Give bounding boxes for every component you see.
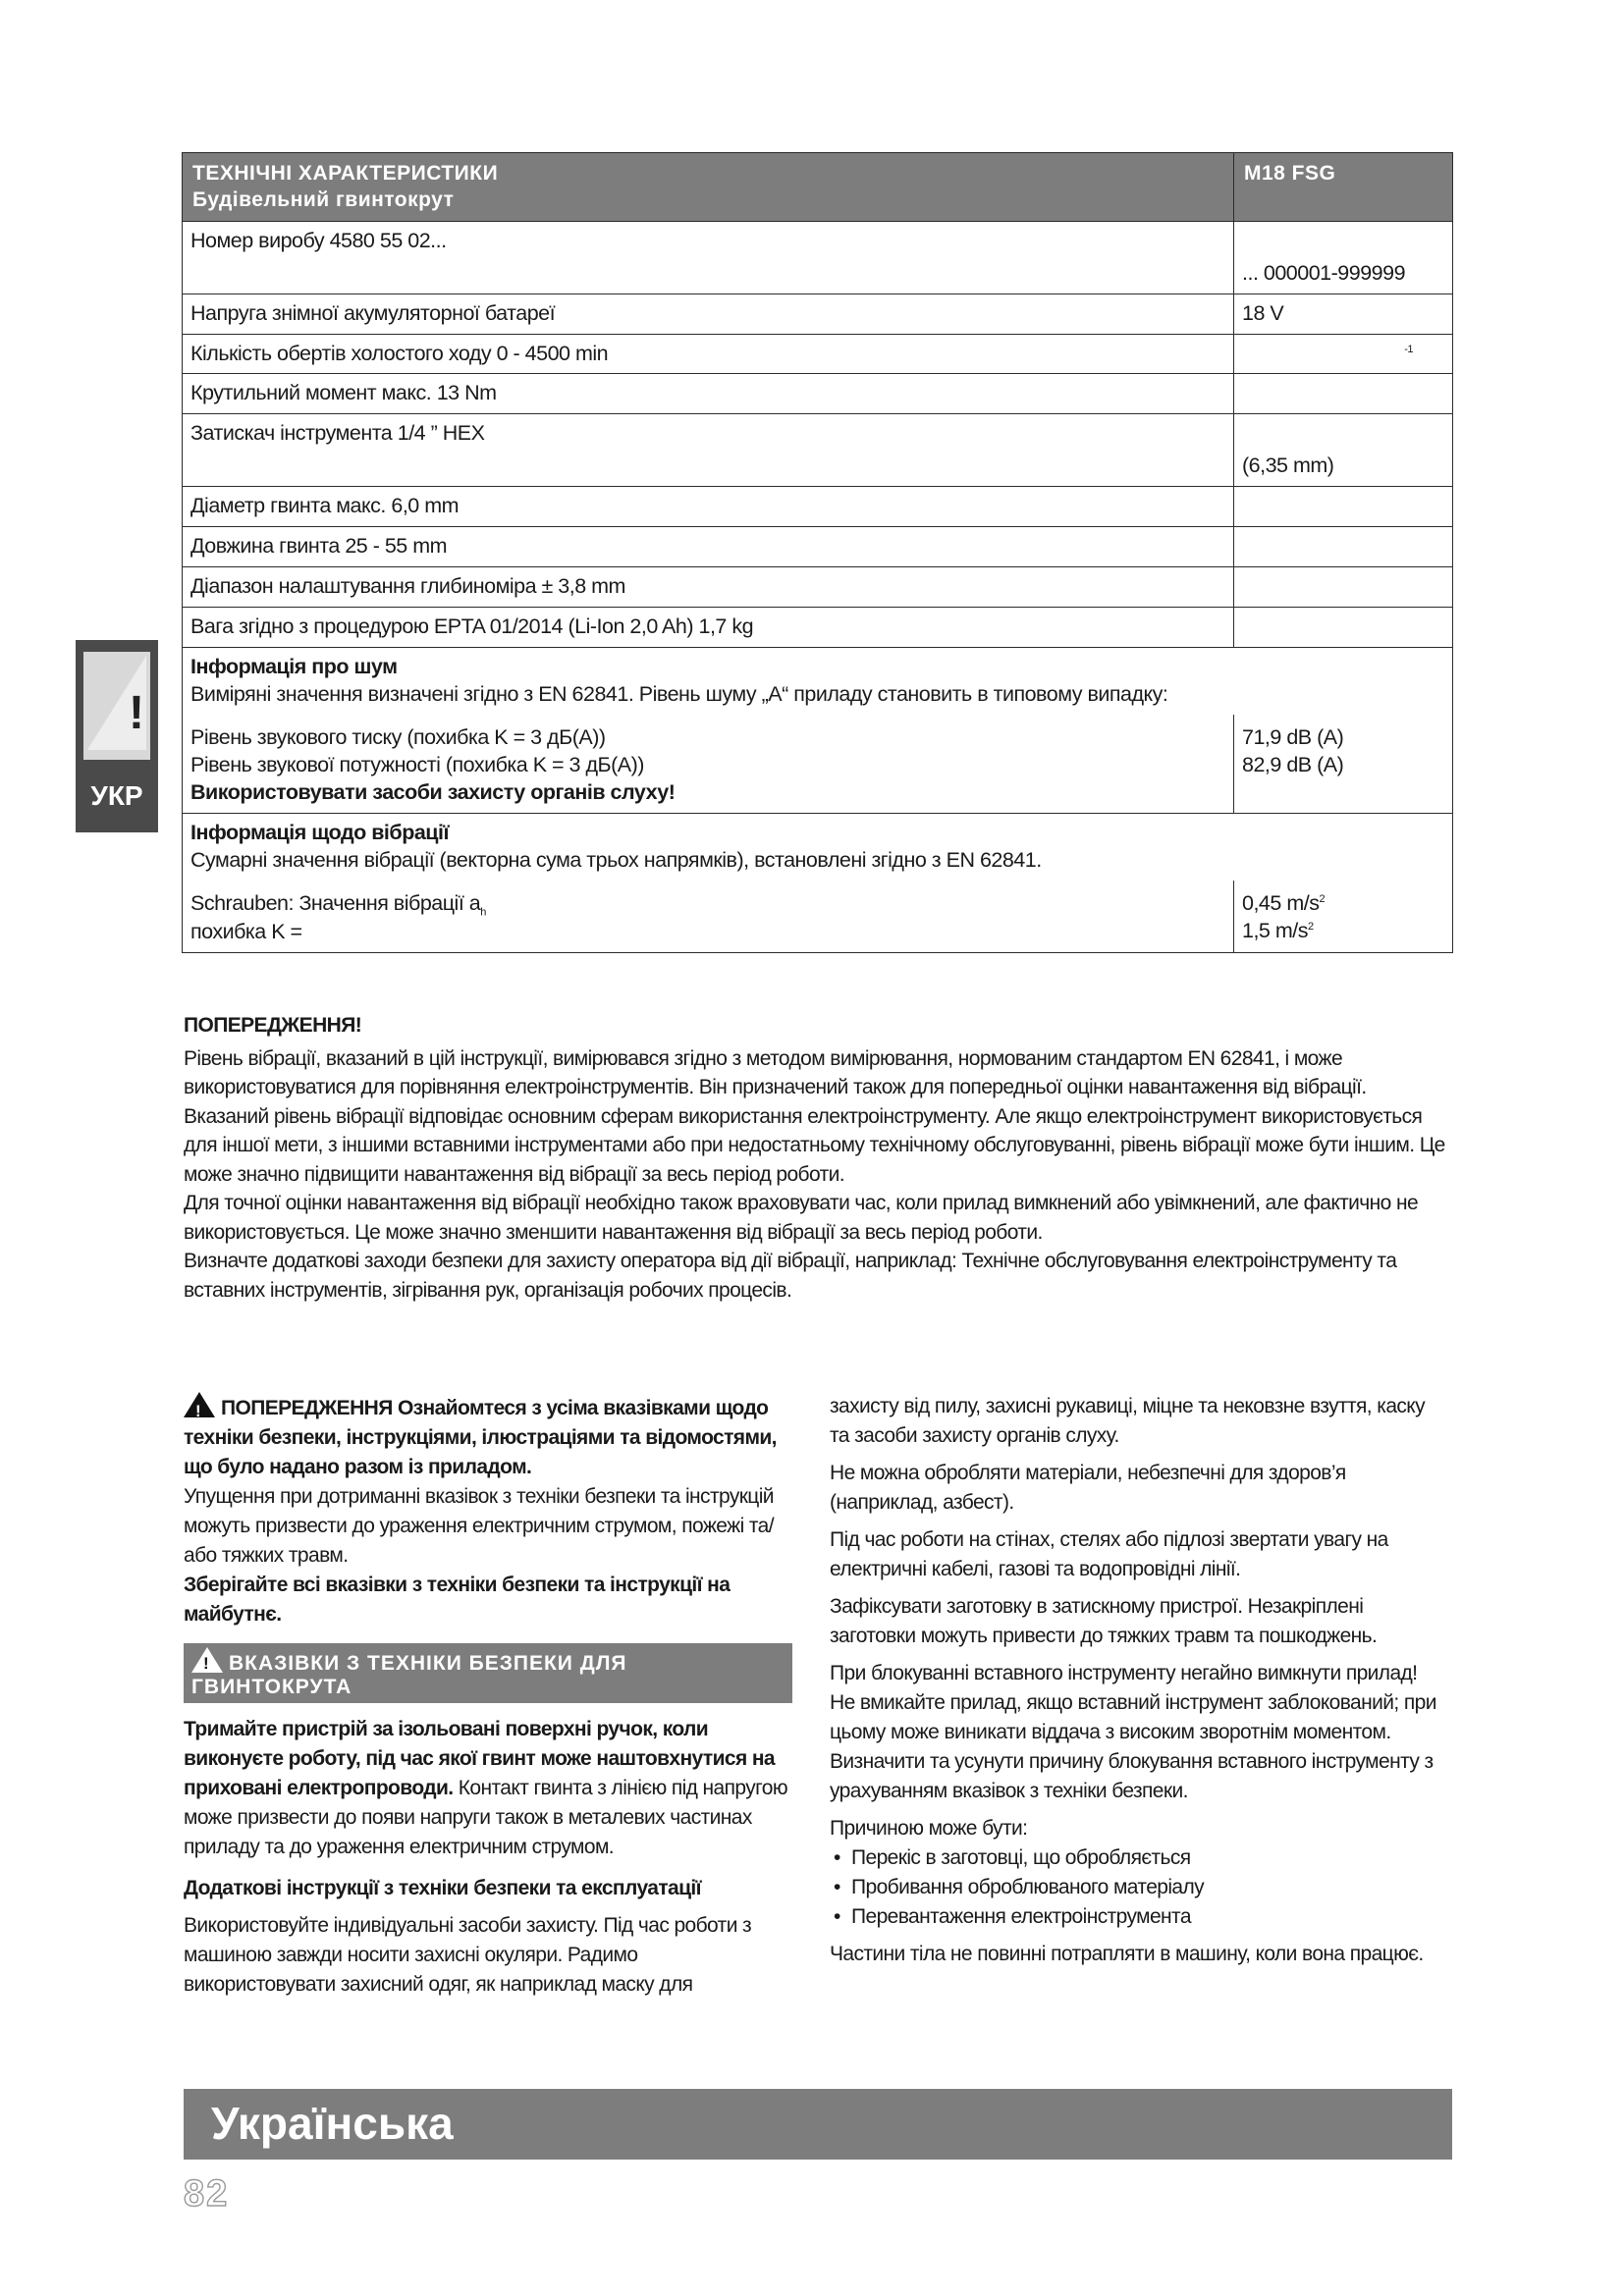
spec-model: M18 FSG (1234, 153, 1453, 222)
list-item: • Пробивання оброблюваного матеріалу (851, 1873, 1438, 1902)
paragraph: Частини тіла не повинні потрапляти в машину, коли вона працює. (830, 1943, 1424, 1965)
vibration-line1: Schrauben: Значення вібрації a (190, 890, 481, 915)
superscript: 2 (1308, 920, 1314, 933)
hold-insulated-bold: Тримайте пристрій за ізольовані поверхні ручок, коли виконуєте роботу, під час якої гвинт може наштовхнутися на приховані електропроводи. (184, 1718, 776, 1799)
row-value (1234, 487, 1453, 527)
footer-language-bar (184, 2089, 1452, 2160)
row-value (1234, 527, 1453, 567)
table-row (183, 608, 1453, 648)
warning-icon (191, 1647, 223, 1673)
noise-line1: Рівень звукового тиску (похибка K = 3 дБ(A)) (190, 725, 606, 750)
noise-title-row (183, 648, 1453, 715)
cause-list (830, 1843, 1438, 1932)
table-row (183, 487, 1453, 527)
spec-table (182, 152, 1453, 953)
spec-subtitle: Будівельний гвинтокрут (192, 188, 455, 212)
row-label: Напруга знімної акумуляторної батареї (183, 294, 1234, 334)
row-value (1234, 567, 1453, 608)
row-value: 18 V (1234, 294, 1453, 334)
subscript: h (480, 906, 486, 919)
row-value (1234, 374, 1453, 414)
right-column (830, 1392, 1438, 1977)
warning-icon (184, 1392, 215, 1417)
vibration-warning-block (184, 1011, 1460, 1305)
language-side-tab (76, 640, 158, 832)
hold-insulated-text: Контакт гвинта з лінією під напругою може призвести до появи напруги також в металевих частинах приладу та до ураження електричним струмом. (184, 1777, 787, 1858)
paragraph: захисту від пилу, захисні рукавиці, міцне та нековзне взуття, каску та засоби захисту органів слуху. (830, 1395, 1426, 1447)
section-title: ВКАЗІВКИ З ТЕХНІКИ БЕЗПЕКИ ДЛЯ ГВИНТОКРУТА (191, 1652, 627, 1698)
left-column (184, 1392, 792, 2007)
extra-instructions-heading: Додаткові інструкції з техніки безпеки та експлуатації (184, 1877, 701, 1899)
table-row (183, 221, 1453, 294)
table-row (183, 567, 1453, 608)
row-label: Затискач інструмента 1/4 ” HEX (183, 414, 1234, 487)
paragraph: Під час роботи на стінах, стелях або підлозі звертати увагу на електричні кабелі, газові та водопровідні лінії. (830, 1528, 1388, 1580)
noise-val2: 82,9 dB (A) (1242, 752, 1344, 776)
spec-header-row (183, 153, 1453, 222)
row-label: Довжина гвинта 25 - 55 mm (183, 527, 1234, 567)
warning-paragraph: Рівень вібрації, вказаний в цій інструкції, вимірювався згідно з методом вимірювання, нормованим стандартом EN 62841, і може використовуватися для порівняння електроінструментів. Він призначений також для попередньої оцінки навантаження від вібрації. (184, 1046, 1367, 1098)
table-row (183, 334, 1453, 374)
vibration-line2: похибка K = (190, 920, 302, 944)
row-label: Крутильний момент макс. 13 Nm (183, 374, 1234, 414)
row-label: Номер виробу 4580 55 02... (183, 221, 1234, 294)
row-value: (6,35 mm) (1234, 414, 1453, 487)
noise-line3: Використовувати засоби захисту органів слуху! (190, 779, 676, 804)
row-value (1234, 608, 1453, 648)
vibration-title-row (183, 813, 1453, 880)
noise-title: Інформація про шум (190, 655, 398, 679)
svg-text:!: ! (129, 687, 144, 739)
noise-val1: 71,9 dB (A) (1242, 725, 1344, 750)
row-value: -1 (1404, 343, 1413, 355)
vibration-val1: 0,45 m/s (1242, 890, 1320, 915)
list-item: • Перекіс в заготовці, що обробляється (851, 1843, 1438, 1873)
row-label: Діаметр гвинта макс. 6,0 mm (183, 487, 1234, 527)
page-number: 82 (184, 2173, 230, 2215)
warning-paragraph: Для точної оцінки навантаження від вібрації необхідно також враховувати час, коли прилад вимкнений або увімкнений, але фактично не використовується. Це може значно зменшити навантаження від вібрації за весь період роботи. (184, 1192, 1419, 1244)
general-warning-bold: ПОПЕРЕДЖЕННЯ Ознайомтеся з усіма вказівками щодо техніки безпеки, інструкціями, ілюстраціями та відомостями, що було надано разом із приладом. (184, 1397, 777, 1478)
table-row (183, 294, 1453, 334)
list-item: • Перевантаження електроінструмента (851, 1902, 1438, 1932)
paragraph: Зафіксувати заготовку в затискному пристрої. Незакріплені заготовки можуть привести до тяжких травм та пошкоджень. (830, 1595, 1378, 1647)
spec-title: ТЕХНІЧНІ ХАРАКТЕРИСТИКИ (192, 162, 499, 185)
vibration-values-row (183, 881, 1453, 953)
vibration-val2: 1,5 m/s (1242, 918, 1308, 942)
warning-paragraph: Визначте додаткові заходи безпеки для захисту оператора від дії вібрації, наприклад: Технічне обслуговування електроінструменту та вставних інструментів, зігрівання рук, організація робочих процесів. (184, 1250, 1397, 1302)
noise-values-row (183, 715, 1453, 813)
paragraph: Причиною може бути: (830, 1817, 1028, 1840)
noise-line2: Рівень звукової потужності (похибка K = 3 дБ(A)) (190, 752, 644, 776)
general-warning-text: Упущення при дотриманні вказівок з техніки безпеки та інструкцій можуть призвести до ураження електричним струмом, пожежі та/або тяжких травм. (184, 1485, 774, 1567)
row-value: ... 000001-999999 (1234, 221, 1453, 294)
keep-instructions: Зберігайте всі вказівки з техніки безпеки та інструкції на майбутнє. (184, 1574, 731, 1626)
warning-paragraph: Вказаний рівень вібрації відповідає основним сферам використання електроінструменту. Але якщо електроінструмент використовується для іншої мети, з іншими вставними інструментами або при недостатньому технічному обслуговуванні, рівень вібрації може бути іншим. Це може значно підвищити навантаження від вібрації за весь період роботи. (184, 1104, 1445, 1186)
warning-heading: ПОПЕРЕДЖЕННЯ! (184, 1014, 362, 1037)
table-row (183, 527, 1453, 567)
paragraph: Не можна обробляти матеріали, небезпечні для здоров’я (наприклад, азбест). (830, 1462, 1346, 1514)
table-row (183, 374, 1453, 414)
side-tab-label: УКР (90, 780, 143, 811)
superscript: 2 (1319, 892, 1326, 905)
warning-triangle-icon (83, 652, 150, 760)
vibration-title: Інформація щодо вібрації (190, 820, 450, 844)
vibration-intro: Сумарні значення вібрації (векторна сума трьох напрямків), встановлені згідно з EN 62841. (190, 847, 1042, 872)
row-label: Кількість обертів холостого ходу 0 - 4500 min (183, 334, 1234, 374)
footer-title: Українська (211, 2098, 454, 2149)
table-row (183, 414, 1453, 487)
row-label: Діапазон налаштування глибиноміра ± 3,8 mm (183, 567, 1234, 608)
row-label: Вага згідно з процедурою EPTA 01/2014 (Li-Ion 2,0 Ah) 1,7 kg (183, 608, 1234, 648)
extra-instructions-text: Використовуйте індивідуальні засоби захисту. Під час роботи з машиною завжди носити захисні окуляри. Радимо використовувати захисний одяг, як наприклад маску для (184, 1914, 752, 1996)
noise-intro: Виміряні значення визначені згідно з EN 62841. Рівень шуму „A“ приладу становить в типовому випадку: (190, 682, 1168, 707)
section-header-bar (184, 1643, 792, 1703)
paragraph: При блокуванні вставного інструменту негайно вимкнути прилад! Не вмикайте прилад, якщо вставний інструмент заблокований; при цьому може виникати віддача з високим зворотнім моментом. Визначити та усунути причину блокування вставного інструменту з урахуванням вказівок з техніки безпеки. (830, 1662, 1436, 1802)
